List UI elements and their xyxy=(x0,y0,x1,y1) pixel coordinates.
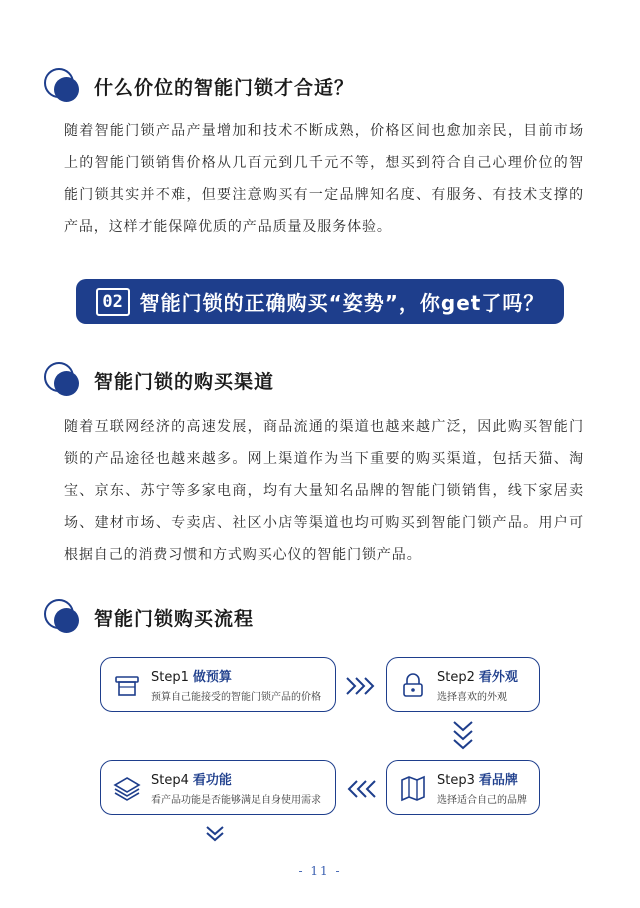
step-name: 看功能 xyxy=(192,773,232,788)
section-title: 智能门锁购买流程 xyxy=(94,607,255,630)
step-description: 预算自己能接受的智能门锁产品的价格 xyxy=(151,692,321,703)
step-label: Step1 xyxy=(151,670,189,685)
chapter-number: 02 xyxy=(96,288,130,316)
wallet-icon xyxy=(113,671,141,699)
step-card-appearance xyxy=(386,657,540,712)
step-card-budget xyxy=(100,657,336,712)
step-label: Step4 xyxy=(151,773,189,788)
section-heading-channels xyxy=(44,362,274,398)
chapter-banner xyxy=(76,279,564,324)
step-card-brand xyxy=(386,760,540,815)
chevrons-down-icon xyxy=(453,721,473,751)
section-title: 什么价位的智能门锁才合适？ xyxy=(94,76,355,99)
paragraph-price: 随着智能门锁产品产量增加和技术不断成熟，价格区间也愈加亲民，目前市场上的智能门锁销售价格从几百元到几千元不等，想买到符合自己心理价位的智能门锁其实并不难，但要注意购买有一定品牌知名度、有服务、有技术支撑的产品，这样才能保障优质的产品质量及服务体验。 xyxy=(64,123,584,235)
step-description: 选择适合自己的品牌 xyxy=(437,795,527,806)
step-description: 选择喜欢的外观 xyxy=(437,692,507,703)
paragraph-channels: 随着互联网经济的高速发展，商品流通的渠道也越来越广泛，因此购买智能门锁的产品途径也越来越多。网上渠道作为当下重要的购买渠道，包括天猫、淘宝、京东、苏宁等多家电商，均有大量知名品牌的智能门锁销售，线下家居卖场、建材市场、专卖店、社区小店等渠道也均可购买到智能门锁产品。用户可根据自己的消费习惯和方式购买心仪的智能门锁产品。 xyxy=(64,419,584,563)
layers-icon xyxy=(113,774,141,802)
section-heading-process xyxy=(44,599,254,635)
page-number: - 11 - xyxy=(298,864,342,878)
step-card-features xyxy=(100,760,336,815)
step-name: 看品牌 xyxy=(478,773,518,788)
chevrons-right-icon xyxy=(346,677,376,695)
circle-bullet-icon xyxy=(44,362,80,398)
chevron-down-icon xyxy=(206,826,224,842)
chevrons-left-icon xyxy=(346,780,376,798)
step-name: 做预算 xyxy=(192,670,232,685)
lock-icon xyxy=(399,671,427,699)
step-name: 看外观 xyxy=(478,670,518,685)
step-label: Step2 xyxy=(437,670,475,685)
circle-bullet-icon xyxy=(44,68,80,104)
circle-bullet-icon xyxy=(44,599,80,635)
step-label: Step3 xyxy=(437,773,475,788)
step-description: 看产品功能是否能够满足自身使用需求 xyxy=(151,795,321,806)
section-heading-price xyxy=(44,68,354,104)
map-icon xyxy=(399,774,427,802)
chapter-title: 智能门锁的正确购买“姿势”，你get了吗？ xyxy=(139,291,545,315)
section-title: 智能门锁的购买渠道 xyxy=(94,370,275,393)
